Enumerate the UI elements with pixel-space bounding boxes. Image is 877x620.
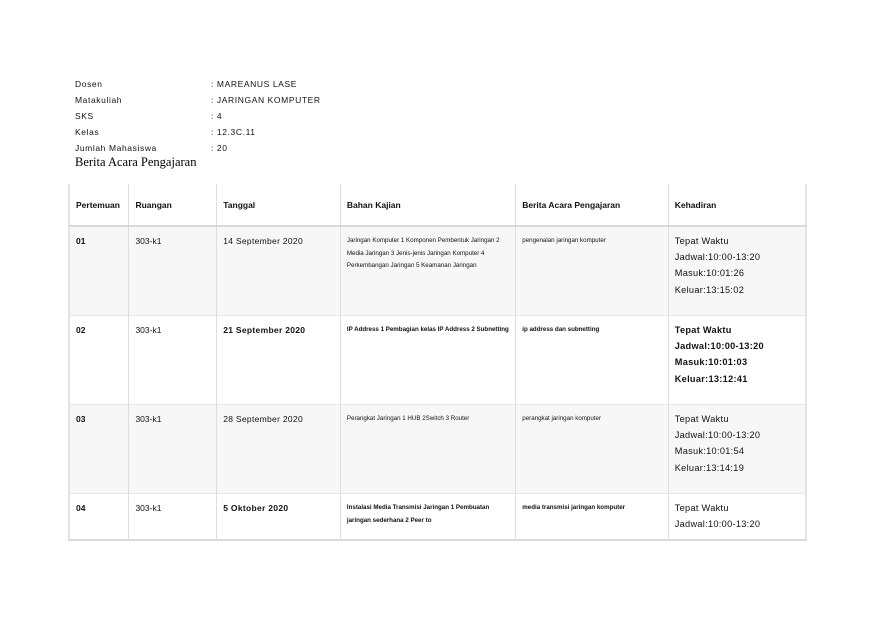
cell-tanggal: 14 September 2020 xyxy=(217,226,341,316)
attendance-check-in: Masuk:10:01:26 xyxy=(674,268,745,279)
info-row-jumlah-mahasiswa xyxy=(75,140,321,156)
info-row-sks xyxy=(75,108,321,124)
table-row xyxy=(69,226,806,316)
table-row xyxy=(69,494,806,541)
attendance-schedule: Jadwal:10:00-13:20 xyxy=(674,341,764,352)
table-header-row xyxy=(69,184,806,226)
table-row xyxy=(69,316,806,405)
cell-ruangan: 303-k1 xyxy=(129,405,217,494)
info-value: : 4 xyxy=(211,111,223,121)
cell-kehadiran xyxy=(668,226,806,316)
column-header-tanggal: Tanggal xyxy=(217,184,341,226)
cell-berita-acara: ip address dan subnetting xyxy=(516,316,668,405)
info-label: Kelas xyxy=(75,127,100,137)
info-label: Dosen xyxy=(75,79,103,89)
cell-ruangan: 303-k1 xyxy=(129,226,217,316)
info-value: : 20 xyxy=(211,143,228,153)
info-row-dosen xyxy=(75,76,321,92)
attendance-check-out: Keluar:13:15:02 xyxy=(674,284,745,295)
cell-kehadiran xyxy=(668,405,806,494)
cell-berita-acara: perangkat jaringan komputer xyxy=(516,405,668,494)
cell-tanggal: 21 September 2020 xyxy=(217,316,341,405)
column-header-bahan-kajian: Bahan Kajian xyxy=(340,184,515,226)
info-label: SKS xyxy=(75,111,94,121)
cell-pertemuan: 03 xyxy=(69,405,129,494)
cell-pertemuan: 04 xyxy=(69,494,129,541)
column-header-kehadiran: Kehadiran xyxy=(668,184,806,226)
info-value: : 12.3C.11 xyxy=(211,127,256,137)
attendance-table xyxy=(68,184,807,541)
attendance-status: Tepat Waktu xyxy=(674,325,732,335)
column-header-ruangan: Ruangan xyxy=(129,184,217,226)
attendance-schedule: Jadwal:10:00-13:20 xyxy=(674,252,761,263)
cell-bahan-kajian: IP Address 1 Pembagian kelas IP Address 2 Subnetting xyxy=(340,316,515,405)
cell-pertemuan: 02 xyxy=(69,316,129,405)
info-value: : JARINGAN KOMPUTER xyxy=(211,95,321,105)
attendance-status: Tepat Waktu xyxy=(674,414,729,424)
page-title: Berita Acara Pengajaran xyxy=(75,155,197,169)
info-row-matakuliah xyxy=(75,92,321,108)
cell-tanggal: 28 September 2020 xyxy=(217,405,341,494)
cell-kehadiran xyxy=(668,316,806,405)
cell-berita-acara: pengenalan jaringan komputer xyxy=(516,226,668,316)
cell-bahan-kajian: Perangkat Jaringan 1 HUB 2Switch 3 Router xyxy=(340,405,515,494)
attendance-schedule: Jadwal:10:00-13:20 xyxy=(674,519,761,530)
cell-pertemuan: 01 xyxy=(69,226,129,316)
attendance-status: Tepat Waktu xyxy=(674,503,729,513)
course-info xyxy=(75,76,321,156)
attendance-schedule: Jadwal:10:00-13:20 xyxy=(674,430,761,441)
info-label: Jumlah Mahasiswa xyxy=(75,143,157,153)
cell-berita-acara: media transmisi jaringan komputer xyxy=(516,494,668,541)
column-header-berita-acara: Berita Acara Pengajaran xyxy=(516,184,668,226)
cell-bahan-kajian: Jaringan Komputer 1 Komponen Pembentuk Jaringan 2 Media Jaringan 3 Jenis-jenis Jaringan Komputer 4 Perkembangan Jaringan 5 Keamanan Jaringan xyxy=(340,226,515,316)
attendance-check-in: Masuk:10:01:54 xyxy=(674,446,745,457)
column-header-pertemuan: Pertemuan xyxy=(69,184,129,226)
info-row-kelas xyxy=(75,124,321,140)
cell-ruangan: 303-k1 xyxy=(129,494,217,541)
attendance-check-out: Keluar:13:12:41 xyxy=(674,373,748,384)
table-row xyxy=(69,405,806,494)
cell-kehadiran xyxy=(668,494,806,541)
cell-ruangan: 303-k1 xyxy=(129,316,217,405)
cell-tanggal: 5 Oktober 2020 xyxy=(217,494,341,541)
attendance-status: Tepat Waktu xyxy=(674,236,729,246)
attendance-check-out: Keluar:13:14:19 xyxy=(674,462,745,473)
cell-bahan-kajian: Instalasi Media Transmisi Jaringan 1 Pembuatan jaringan sederhana 2 Peer to xyxy=(340,494,515,541)
info-label: Matakuliah xyxy=(75,95,123,105)
attendance-check-in: Masuk:10:01:03 xyxy=(674,357,748,368)
info-value: : MAREANUS LASE xyxy=(211,79,297,89)
